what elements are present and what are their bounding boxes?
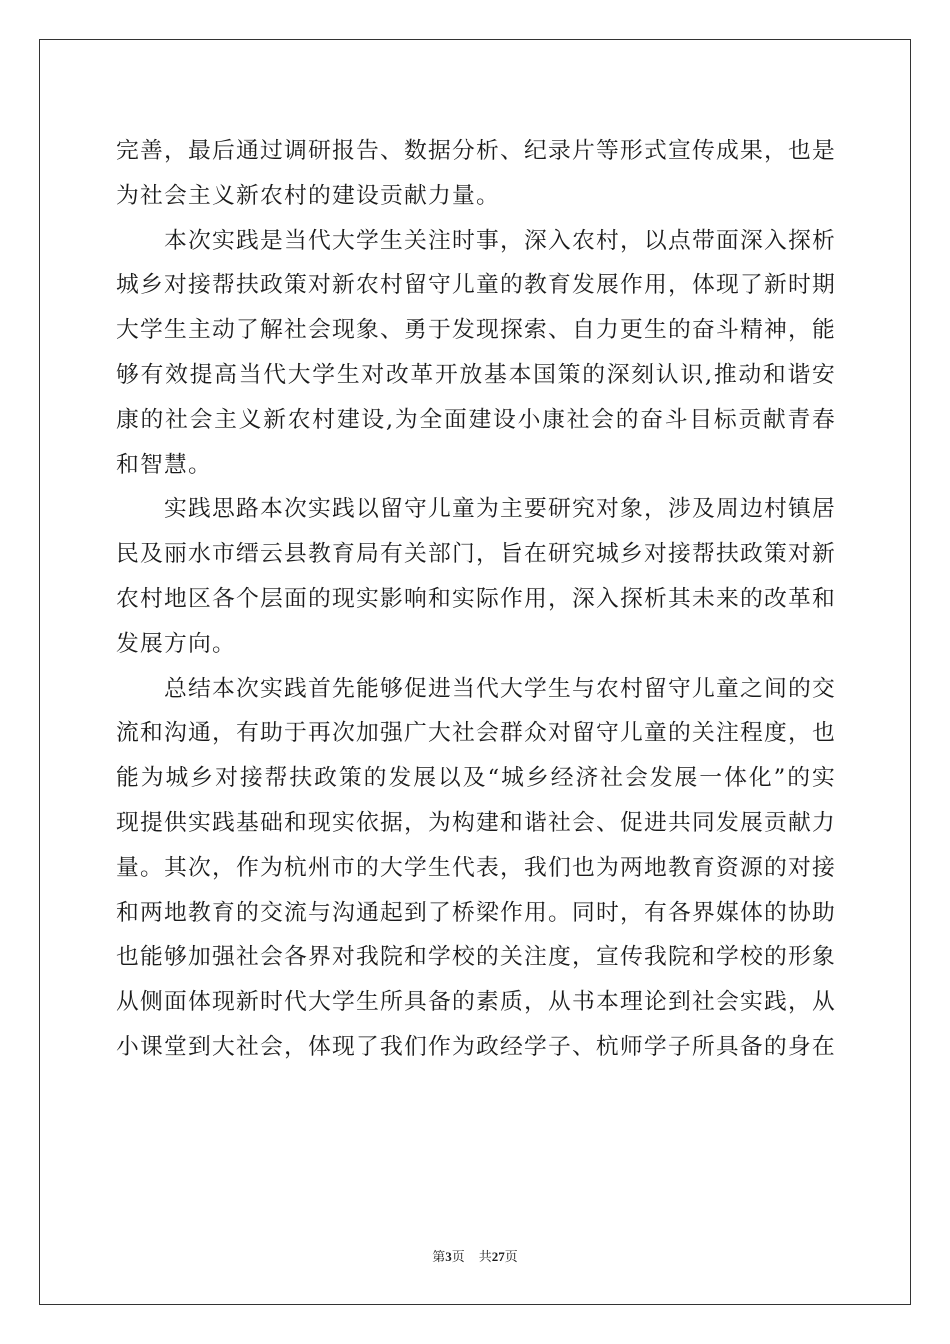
paragraph-practice-approach: 实践思路本次实践以留守儿童为主要研究对象，涉及周边村镇居民及丽水市缙云县教育局有关部门，旨在研究城乡对接帮扶政策对新农村地区各个层面的现实影响和实际作用，深入探析其未来的改革和发展方向。 — [116, 496, 836, 657]
paragraph-practice-significance: 本次实践是当代大学生关注时事，深入农村，以点带面深入探析城乡对接帮扶政策对新农村留守儿童的教育发展作用，体现了新时期大学生主动了解社会现象、勇于发现探索、自力更生的奋斗精神，能够有效提高当代大学生对改革开放基本国策的深刻认识,推动和谐安康的社会主义新农村建设,为全面建设小康社会的奋斗目标贡献青春和智慧。 — [116, 227, 836, 478]
total-prefix: 共 — [478, 1250, 492, 1265]
page-footer — [0, 1248, 950, 1267]
total-pages: 27 — [491, 1249, 505, 1264]
page-suffix: 页 — [451, 1250, 465, 1265]
page-number: 3 — [445, 1249, 452, 1264]
document-body — [116, 129, 836, 1070]
paragraph-continuation: 完善，最后通过调研报告、数据分析、纪录片等形式宣传成果，也是为社会主义新农村的建设贡献力量。 — [116, 138, 836, 209]
paragraph-summary: 总结本次实践首先能够促进当代大学生与农村留守儿童之间的交流和沟通，有助于再次加强广大社会群众对留守儿童的关注程度，也能为城乡对接帮扶政策的发展以及“城乡经济社会发展一体化”的实现提供实践基础和现实依据，为构建和谐社会、促进共同发展贡献力量。其次，作为杭州市的大学生代表，我们也为两地教育资源的对接和两地教育的交流与沟通起到了桥梁作用。同时，有各界媒体的协助也能够加强社会各界对我院和学校的关注度，宣传我院和学校的形象从侧面体现新时代大学生所具备的素质，从书本理论到社会实践，从小课堂到大社会，体现了我们作为政经学子、杭师学子所具备的身在 — [116, 675, 836, 1060]
total-suffix: 页 — [504, 1250, 518, 1265]
page-prefix: 第 — [432, 1250, 446, 1265]
